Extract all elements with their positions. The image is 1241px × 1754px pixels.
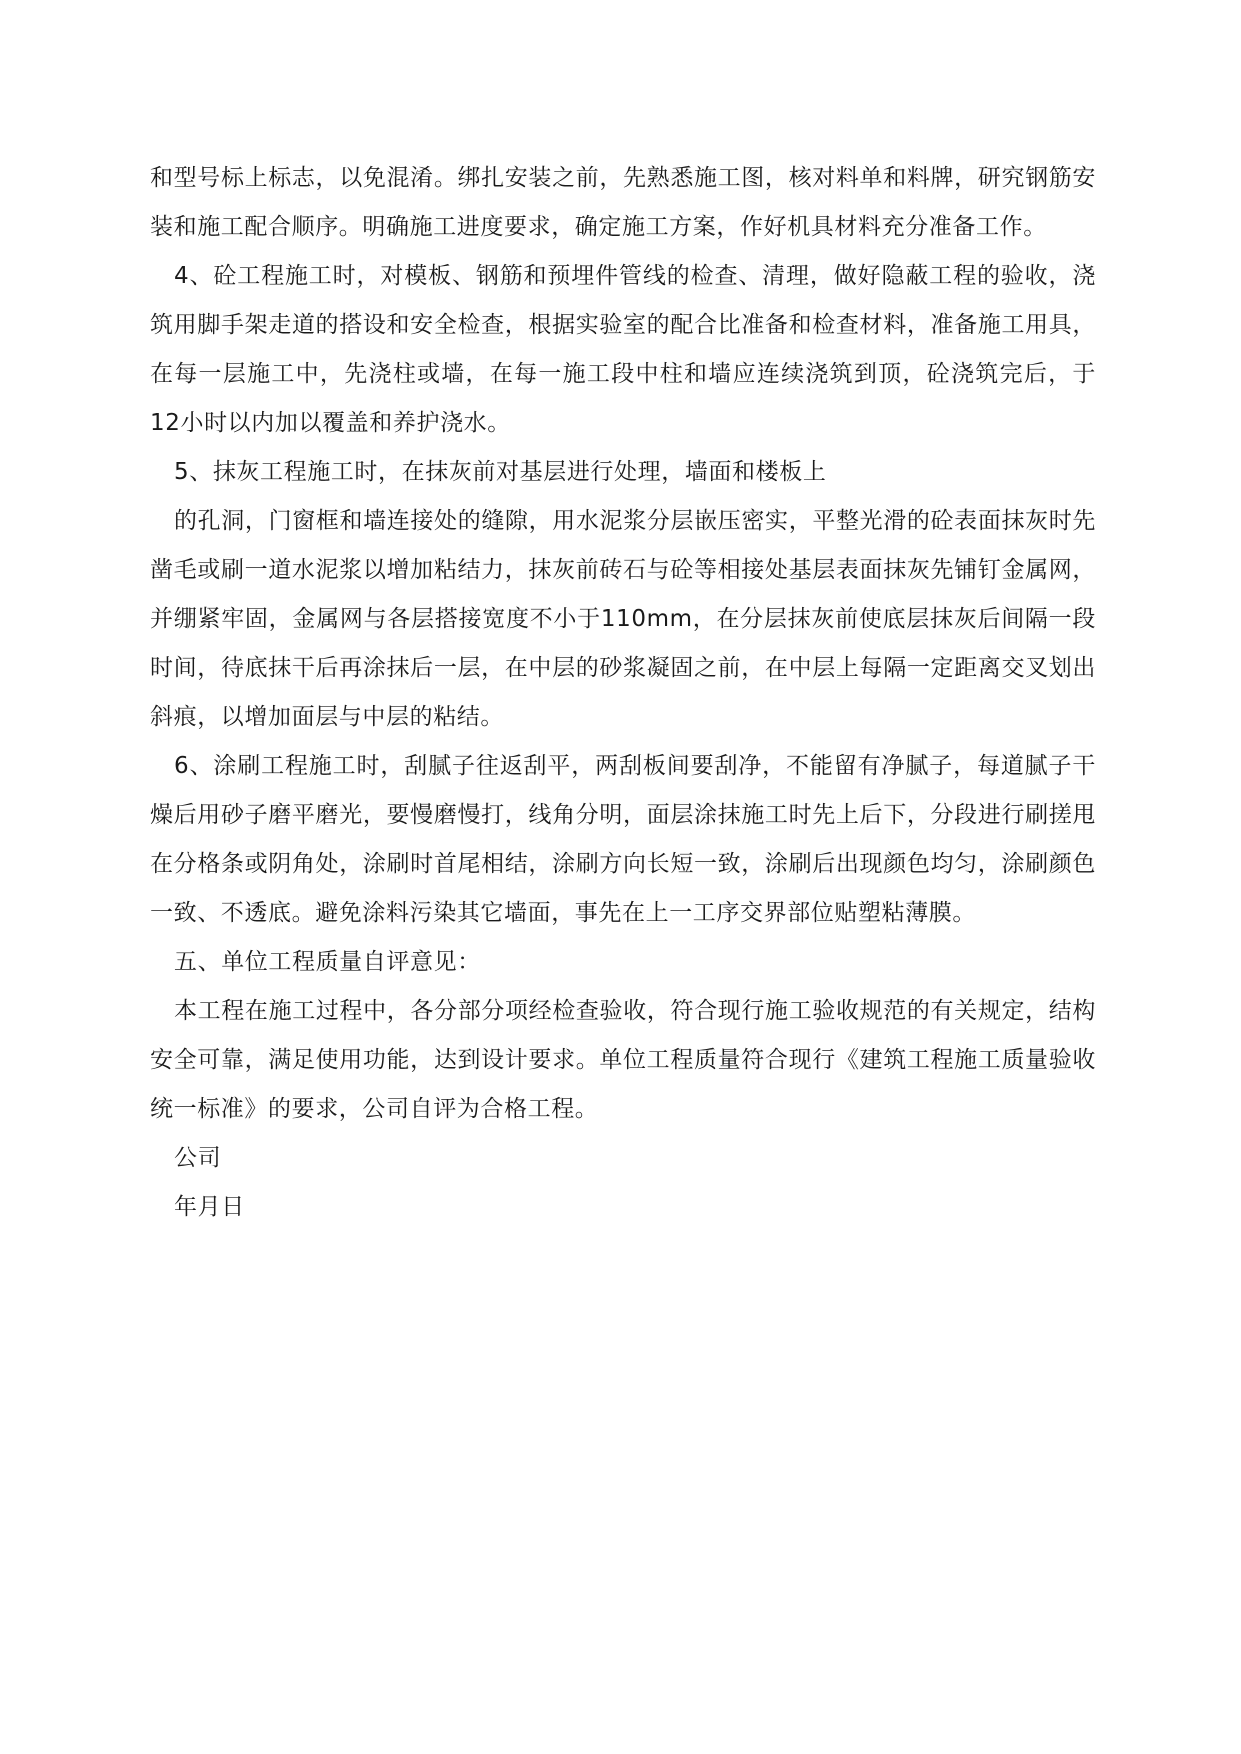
document-body [150, 154, 1096, 1232]
section-heading-quality-assessment: 五、单位工程质量自评意见： [174, 949, 481, 975]
signature-date: 年月日 [174, 1194, 245, 1220]
paragraph-concrete-works: 4、砼工程施工时，对模板、钢筋和预埋件管线的检查、清理，做好隐蔽工程的验收，浇筑用脚手架走道的搭设和安全检查，根据实验室的配合比准备和检查材料，准备施工用具，在每一层施工中，先浇柱或墙，在每一施工段中柱和墙应连续浇筑到顶，砼浇筑完后，于12小时以内加以覆盖和养护浇水。 [150, 263, 1096, 436]
signature-company: 公司 [174, 1145, 222, 1171]
paragraph-plastering-details: 的孔洞，门窗框和墙连接处的缝隙，用水泥浆分层嵌压密实，平整光滑的砼表面抹灰时先凿毛或刷一道水泥浆以增加粘结力，抹灰前砖石与砼等相接处基层表面抹灰先铺钉金属网，并绷紧牢固，金属网与各层搭接宽度不小于110mm，在分层抹灰前使底层抹灰后间隔一段时间，待底抹干后再涂抹后一层，在中层的砂浆凝固之前，在中层上每隔一定距离交叉划出斜痕，以增加面层与中层的粘结。 [150, 508, 1096, 730]
paragraph-rebar-prep: 和型号标上标志，以免混淆。绑扎安装之前，先熟悉施工图，核对料单和料牌，研究钢筋安装和施工配合顺序。明确施工进度要求，确定施工方案，作好机具材料充分准备工作。 [150, 165, 1096, 240]
paragraph-quality-conclusion: 本工程在施工过程中，各分部分项经检查验收，符合现行施工验收规范的有关规定，结构安全可靠，满足使用功能，达到设计要求。单位工程质量符合现行《建筑工程施工质量验收统一标准》的要求，公司自评为合格工程。 [150, 998, 1096, 1122]
paragraph-plastering-heading: 5、抹灰工程施工时，在抹灰前对基层进行处理，墙面和楼板上 [174, 459, 827, 485]
paragraph-painting-works: 6、涂刷工程施工时，刮腻子往返刮平，两刮板间要刮净，不能留有净腻子，每道腻子干燥后用砂子磨平磨光，要慢磨慢打，线角分明，面层涂抹施工时先上后下，分段进行刷搓甩在分格条或阴角处，涂刷时首尾相结，涂刷方向长短一致，涂刷后出现颜色均匀，涂刷颜色一致、不透底。避免涂料污染其它墙面，事先在上一工序交界部位贴塑粘薄膜。 [150, 753, 1096, 926]
